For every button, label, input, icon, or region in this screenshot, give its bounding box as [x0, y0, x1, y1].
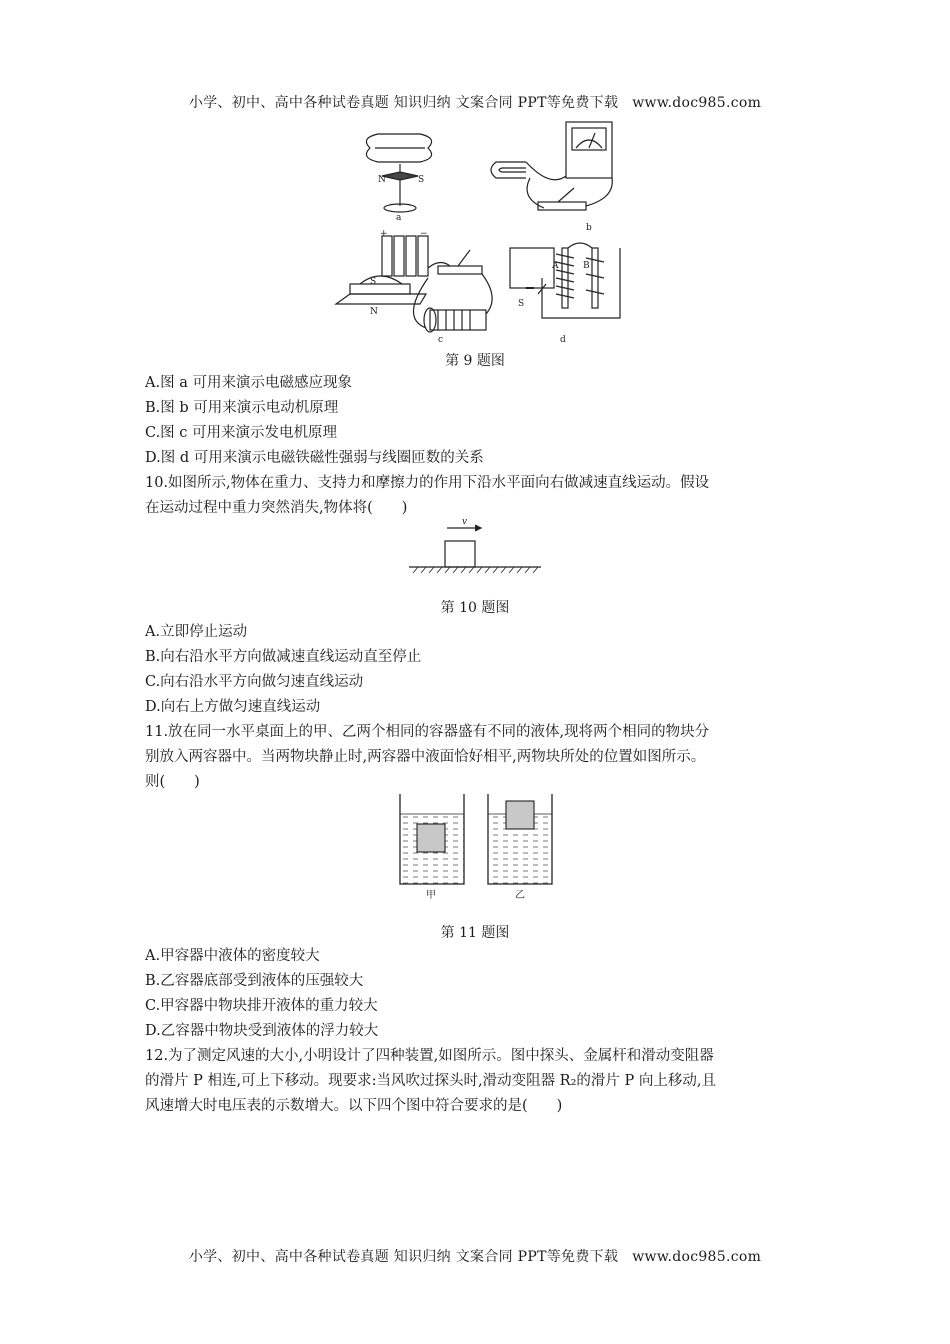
q10-caption: 第 10 题图 [440, 600, 510, 616]
q9-label-b: b [586, 223, 592, 233]
q10-option-c: C.向右沿水平方向做匀速直线运动 [145, 674, 364, 690]
q9-label-a: a [396, 213, 402, 223]
q9-label-c: c [438, 335, 444, 345]
q9-label-d: d [560, 335, 566, 345]
q9-label-s2: S [370, 277, 377, 287]
container-jia [400, 794, 464, 884]
banner-text: 小学、初中、高中各种试卷真题 知识归纳 文案合同 PPT等免费下载 [188, 95, 619, 111]
q9-label-s3: S [518, 299, 525, 309]
banner-url: www.doc985.com [632, 95, 762, 111]
footer-banner-text: 小学、初中、高中各种试卷真题 知识归纳 文案合同 PPT等免费下载 [188, 1249, 619, 1265]
q11-label-yi: 乙 [515, 890, 525, 901]
q11-option-a: A.甲容器中液体的密度较大 [145, 948, 320, 964]
q12-stem-line1: 12.为了测定风速的大小,小明设计了四种装置,如图所示。图中探头、金属杆和滑动变阻器 [145, 1048, 714, 1064]
q10-figure [405, 515, 545, 577]
q9-option-b: B.图 b 可用来演示电动机原理 [145, 400, 339, 416]
q9-label-plus: + [380, 229, 388, 239]
q9-label-minus: − [420, 229, 428, 239]
q9-option-d: D.图 d 可用来演示电磁铁磁性强弱与线圈匝数的关系 [145, 450, 484, 466]
q11-stem-line3: 则( ) [145, 774, 200, 790]
q10-stem-line2: 在运动过程中重力突然消失,物体将( ) [145, 500, 408, 516]
q11-option-b: B.乙容器底部受到液体的压强较大 [145, 973, 364, 989]
block-yi [506, 801, 534, 829]
q11-option-d: D.乙容器中物块受到液体的浮力较大 [145, 1023, 379, 1039]
q11-label-jia: 甲 [426, 890, 436, 901]
header-banner [0, 92, 950, 112]
q10-stem-line1: 10.如图所示,物体在重力、支持力和摩擦力的作用下沿水平面向右做减速直线运动。假设 [145, 475, 710, 491]
block-jia [417, 824, 445, 852]
q9-option-a: A.图 a 可用来演示电磁感应现象 [145, 375, 352, 391]
q11-caption: 第 11 题图 [440, 925, 510, 941]
q10-option-d: D.向右上方做匀速直线运动 [145, 699, 321, 715]
q11-figure [392, 790, 560, 902]
q9-label-s1: S [418, 175, 425, 185]
q9-label-B: B [583, 261, 590, 271]
q9-label-n1: N [378, 175, 386, 185]
q10-velocity-label: v [462, 517, 468, 527]
q11-option-c: C.甲容器中物块排开液体的重力较大 [145, 998, 378, 1014]
q9-option-c: C.图 c 可用来演示发电机原理 [145, 425, 338, 441]
container-yi [488, 794, 552, 884]
footer-banner [0, 1246, 950, 1266]
q10-option-b: B.向右沿水平方向做减速直线运动直至停止 [145, 649, 422, 665]
footer-banner-url: www.doc985.com [632, 1249, 762, 1265]
q10-option-a: A.立即停止运动 [145, 624, 248, 640]
q9-caption: 第 9 题图 [445, 353, 505, 369]
q9-label-n2: N [370, 307, 378, 317]
q11-stem-line1: 11.放在同一水平桌面上的甲、乙两个相同的容器盛有不同的液体,现将两个相同的物块分 [145, 724, 710, 740]
q9-figure [330, 118, 630, 348]
q12-stem-line2: 的滑片 P 相连,可上下移动。现要求:当风吹过探头时,滑动变阻器 R₂的滑片 P 向上移动,且 [145, 1073, 716, 1089]
q11-stem-line2: 别放入两容器中。当两物块静止时,两容器中液面恰好相平,两物块所处的位置如图所示。 [145, 749, 706, 765]
q9-label-A: A [552, 261, 559, 271]
q12-stem-line3: 风速增大时电压表的示数增大。以下四个图中符合要求的是( ) [145, 1098, 563, 1114]
